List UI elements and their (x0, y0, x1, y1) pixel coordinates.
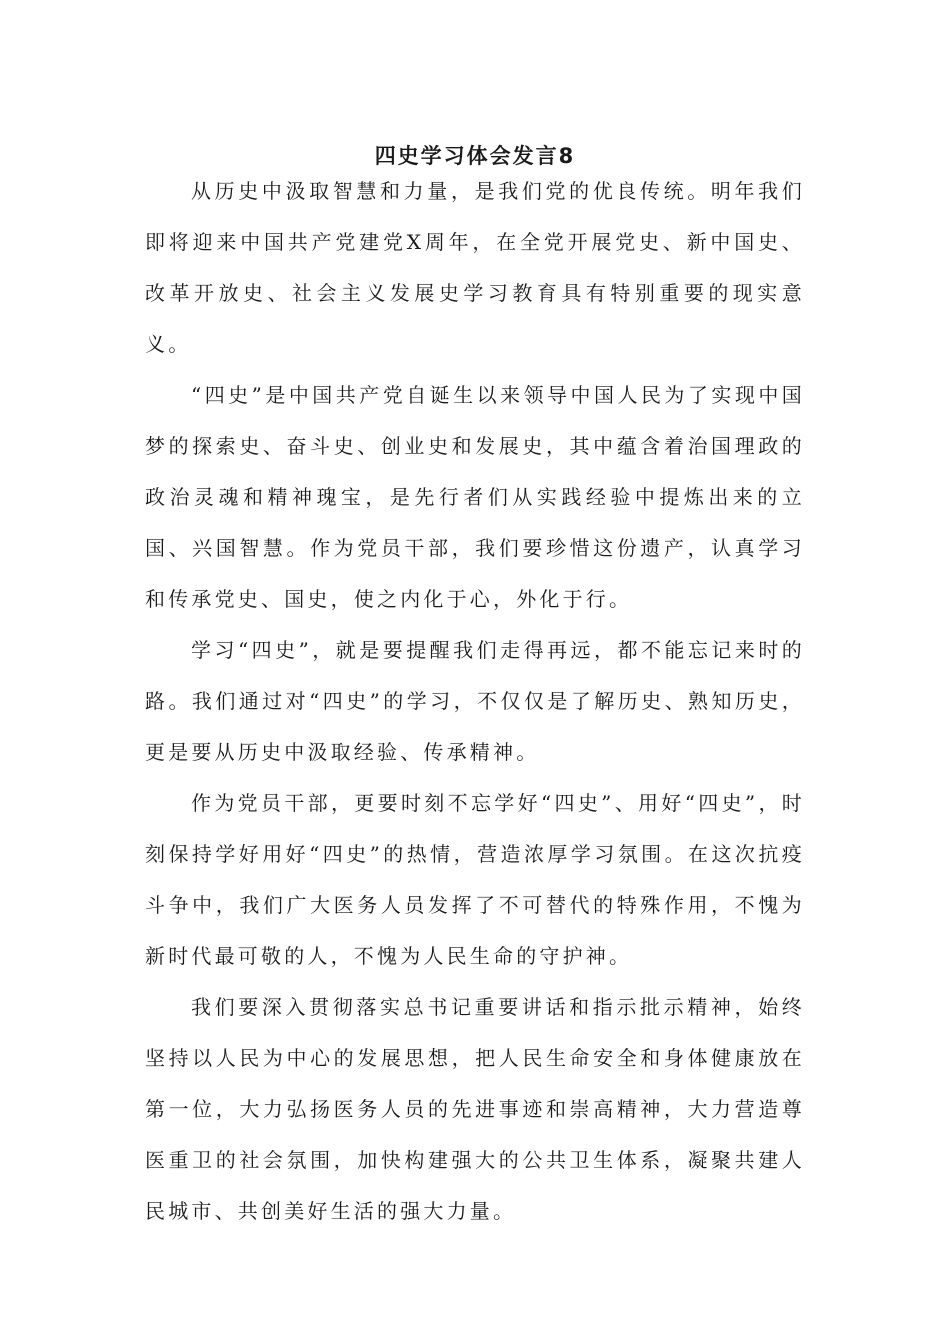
paragraph: “四史”是中国共产党自诞生以来领导中国人民为了实现中国梦的探索史、奋斗史、创业史和发展史，其中蕴含着治国理政的政治灵魂和精神瑰宝，是先行者们从实践经验中提炼出来的立国、兴国智慧。作为党员干部，我们要珍惜这份遗产，认真学习和传承党史、国史，使之内化于心，外化于行。 (145, 383, 805, 611)
paragraph: 学习“四史”，就是要提醒我们走得再远，都不能忘记来时的路。我们通过对“四史”的学习，不仅仅是了解历史、熟知历史，更是要从历史中汲取经验、传承精神。 (145, 638, 805, 764)
paragraph: 从历史中汲取智慧和力量，是我们党的优良传统。明年我们即将迎来中国共产党建党X周年，在全党开展党史、新中国史、改革开放史、社会主义发展史学习教育具有特别重要的现实意义。 (145, 179, 805, 356)
document-title: 四史学习体会发言8 (374, 144, 576, 168)
paragraph: 我们要深入贯彻落实总书记重要讲话和指示批示精神，始终坚持以人民为中心的发展思想，把人民生命安全和身体健康放在第一位，大力弘扬医务人员的先进事迹和崇高精神，大力营造尊医重卫的社会氛围，加快构建强大的公共卫生体系，凝聚共建人民城市、共创美好生活的强大力量。 (145, 995, 805, 1223)
document-body (145, 166, 805, 1237)
paragraph: 作为党员干部，更要时刻不忘学好“四史”、用好“四史”，时刻保持学好用好“四史”的热情，营造浓厚学习氛围。在这次抗疫斗争中，我们广大医务人员发挥了不可替代的特殊作用，不愧为新时代最可敬的人，不愧为人民生命的守护神。 (145, 791, 805, 968)
